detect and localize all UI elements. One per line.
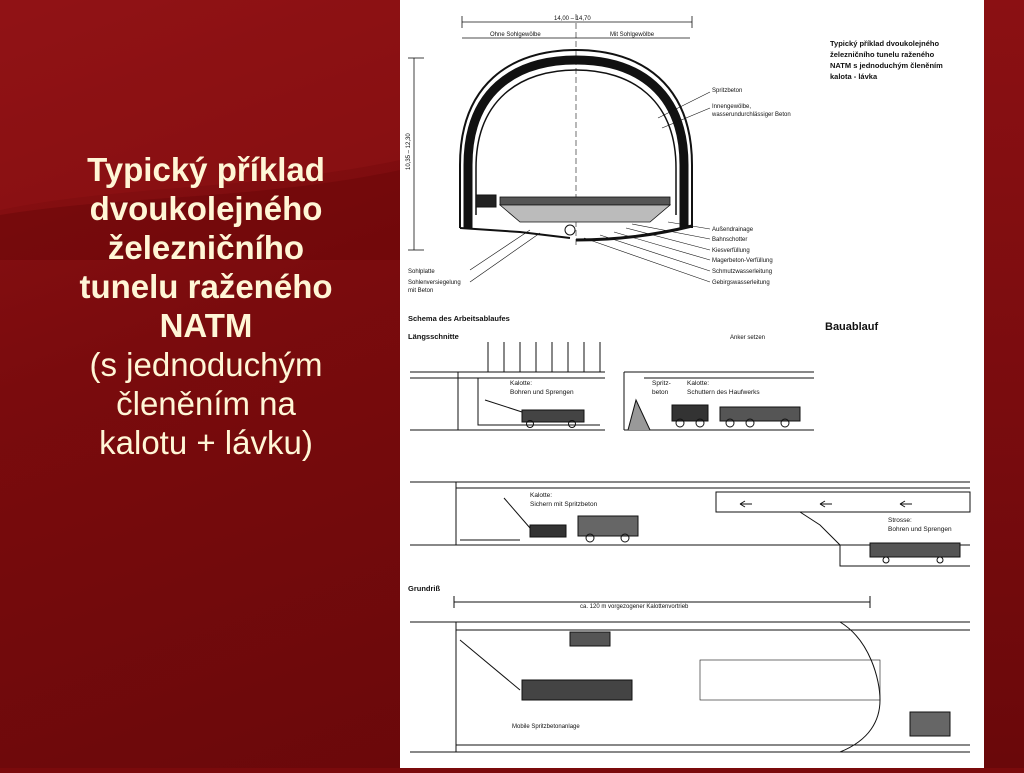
subtitle-line: (s jednoduchým bbox=[89, 346, 323, 383]
right-edge-background bbox=[984, 0, 1024, 768]
figure-caption bbox=[830, 39, 943, 81]
callout-label: Schmutzwasserleitung bbox=[712, 269, 773, 275]
callout-label: Innengewölbe, bbox=[712, 104, 752, 110]
width-dimension: 14,00 – 14,70 bbox=[554, 16, 591, 22]
title-line: NATM bbox=[159, 307, 253, 344]
stage-drilling bbox=[410, 342, 605, 430]
stage-label: Bohren und Sprengen bbox=[510, 389, 574, 396]
title-line: dvoukolejného bbox=[89, 190, 323, 227]
stage-label: beton bbox=[652, 389, 669, 396]
stage-label: Spritz- bbox=[652, 380, 671, 387]
section-title: Längsschnitte bbox=[408, 332, 459, 341]
callout-label: Gebirgswasserleitung bbox=[712, 280, 770, 286]
bauablauf-label: Bauablauf bbox=[825, 321, 879, 333]
schema-title: Schema des Arbeitsablaufes bbox=[408, 314, 510, 323]
callout-label: mit Beton bbox=[408, 288, 434, 294]
tunnel-figure bbox=[400, 0, 984, 768]
callout-label: Sohlplatte bbox=[408, 269, 435, 275]
title-line: železničního bbox=[107, 229, 305, 266]
right-half-label: Mit Sohlgewölbe bbox=[610, 32, 655, 38]
stage-label: Bohren und Sprengen bbox=[888, 526, 952, 533]
subtitle-line: členěním na bbox=[116, 385, 296, 422]
stage-label: Kalotte: bbox=[530, 492, 553, 499]
stage-label: Kalotte: bbox=[687, 380, 710, 387]
plan-view bbox=[410, 596, 970, 752]
slide-title bbox=[10, 150, 402, 462]
caption-line: NATM s jednoduchým členěním bbox=[830, 61, 943, 70]
callout-label: wasserundurchlässiger Beton bbox=[712, 112, 791, 118]
stage-label: Strosse: bbox=[888, 517, 912, 524]
caption-line: Typický příklad dvoukolejného bbox=[830, 39, 940, 48]
height-dimension: 10,35 – 12,30 bbox=[406, 133, 412, 170]
stage-label: Schuttern des Haufwerks bbox=[687, 389, 760, 396]
subtitle-line: kalotu + lávku) bbox=[99, 424, 313, 461]
callout-label: Kiesverfüllung bbox=[712, 248, 750, 254]
callout-label: Bahnschotter bbox=[712, 237, 748, 243]
callout-label: Außendrainage bbox=[712, 227, 754, 233]
callout-label: Magerbeton-Verfüllung bbox=[712, 258, 773, 264]
plan-label: Mobile Spritzbetonanlage bbox=[512, 724, 580, 730]
stage-label: Anker setzen bbox=[730, 335, 766, 341]
caption-line: železničního tunelu raženého bbox=[830, 50, 935, 59]
title-line: Typický příklad bbox=[87, 151, 325, 188]
left-half-label: Ohne Sohlgewölbe bbox=[490, 32, 541, 38]
grundriss-title: Grundriß bbox=[408, 584, 441, 593]
callout-label: Spritzbeton bbox=[712, 88, 743, 94]
figure-panel bbox=[400, 0, 984, 768]
plan-dimension: ca. 120 m vorgezogener Kalottenvortrieb bbox=[580, 604, 689, 610]
stage-label: Kalotte: bbox=[510, 380, 533, 387]
title-line: tunelu raženého bbox=[79, 268, 333, 305]
tunnel-cross-section bbox=[408, 14, 710, 282]
stage-label: Sichern mit Spritzbeton bbox=[530, 501, 598, 508]
caption-line: kalota - lávka bbox=[830, 72, 878, 81]
callout-label: Sohlenversiegelung bbox=[408, 280, 461, 286]
stage-shotcrete bbox=[410, 482, 970, 566]
